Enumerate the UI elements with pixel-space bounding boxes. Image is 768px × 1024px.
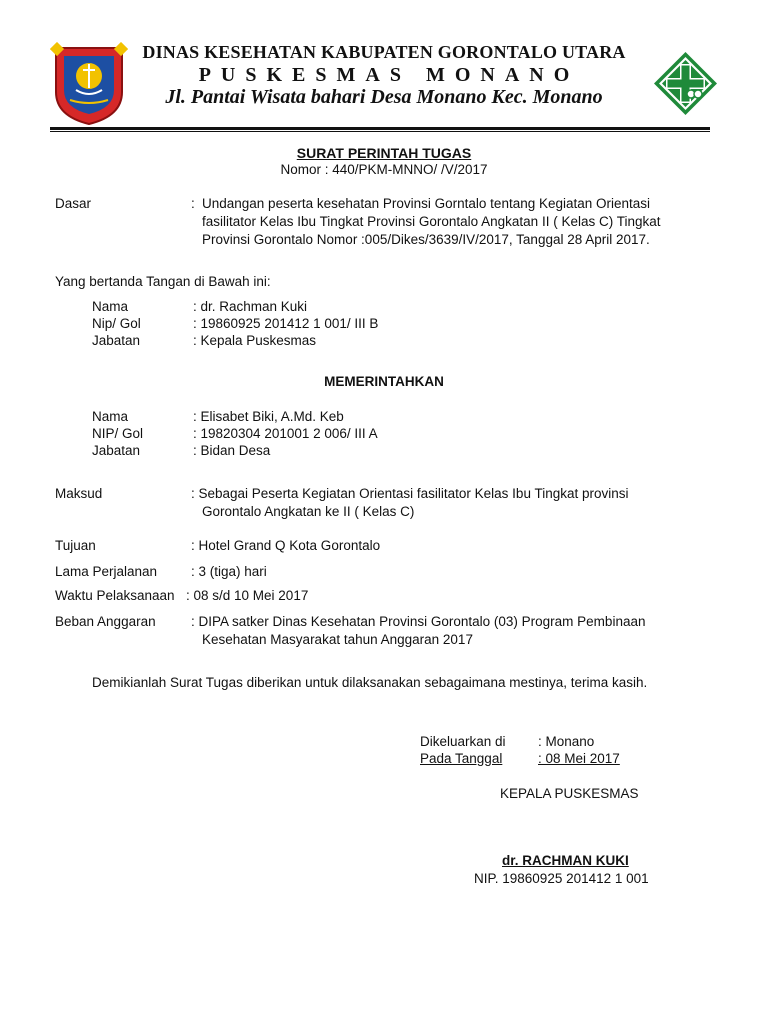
assignee-position-label: Jabatan <box>92 443 141 458</box>
letter-number: Nomor : 440/PKM-MNNO/ /V/2017 <box>280 162 488 177</box>
header-address: Jl. Pantai Wisata bahari Desa Monano Kec. Monano <box>165 86 603 108</box>
header-puskesmas: PUSKESMAS MONANO <box>198 64 580 86</box>
signer-nip-label: Nip/ Gol <box>92 316 141 331</box>
beban-label: Beban Anggaran <box>55 614 156 629</box>
lama-label: Lama Perjalanan <box>55 564 158 579</box>
header-agency: DINAS KESEHATAN KABUPATEN GORONTALO UTARA <box>142 42 626 62</box>
signer-name-value: : dr. Rachman Kuki <box>193 299 308 314</box>
issued-date-label: Pada Tanggal <box>420 751 503 766</box>
maksud-line-1: : Sebagai Peserta Kegiatan Orientasi fasilitator Kelas Ibu Tingkat provinsi <box>191 486 629 501</box>
tujuan-label: Tujuan <box>55 538 96 553</box>
intro-text: Yang bertanda Tangan di Bawah ini: <box>55 274 271 289</box>
signer-nip-value: : 19860925 201412 1 001/ III B <box>193 316 379 331</box>
assignee-name-value: : Elisabet Biki, A.Md. Keb <box>193 409 344 424</box>
beban-line-2: Kesehatan Masyarakat tahun Anggaran 2017 <box>202 632 473 647</box>
issued-place-label: Dikeluarkan di <box>420 734 506 749</box>
signature-name: dr. RACHMAN KUKI <box>502 853 629 868</box>
assignee-name-label: Nama <box>92 409 129 424</box>
assignee-position-value: : Bidan Desa <box>193 443 271 458</box>
waktu-label: Waktu Pelaksanaan <box>55 588 175 603</box>
issued-date-value: : 08 Mei 2017 <box>538 751 620 766</box>
maksud-line-2: Gorontalo Angkatan ke II ( Kelas C) <box>202 504 415 519</box>
beban-line-1: : DIPA satker Dinas Kesehatan Provinsi Gorontalo (03) Program Pembinaan <box>191 614 646 629</box>
signature-nip: NIP. 19860925 201412 1 001 <box>474 871 649 886</box>
assignee-nip-value: : 19820304 201001 2 006/ III A <box>193 426 378 441</box>
waktu-value: : 08 s/d 10 Mei 2017 <box>186 588 309 603</box>
signer-position-value: : Kepala Puskesmas <box>193 333 317 348</box>
dasar-line-2: fasilitator Kelas Ibu Tingkat Provinsi Gorontalo Angkatan II ( Kelas C) Tingkat <box>202 214 661 229</box>
signature-position: KEPALA PUSKESMAS <box>500 786 639 801</box>
dasar-label: Dasar <box>55 196 92 211</box>
dasar-line-3: Provinsi Gorontalo Nomor :005/Dikes/3639/IV/2017, Tanggal 28 April 2017. <box>202 232 650 247</box>
lama-value: : 3 (tiga) hari <box>191 564 267 579</box>
assignee-nip-label: NIP/ Gol <box>92 426 144 441</box>
header-rule-thin <box>50 131 710 132</box>
signer-position-label: Jabatan <box>92 333 141 348</box>
tujuan-value: : Hotel Grand Q Kota Gorontalo <box>191 538 381 553</box>
header-rule-thick <box>50 127 710 130</box>
command-heading: MEMERINTAHKAN <box>324 374 444 389</box>
letter-title: SURAT PERINTAH TUGAS <box>296 145 472 161</box>
dasar-line-1: Undangan peserta kesehatan Provinsi Gorntalo tentang Kegiatan Orientasi <box>202 196 651 211</box>
closing-text: Demikianlah Surat Tugas diberikan untuk dilaksanakan sebagaimana mestinya, terima kasih. <box>92 675 648 690</box>
signer-name-label: Nama <box>92 299 129 314</box>
issued-place-value: : Monano <box>538 734 595 749</box>
maksud-label: Maksud <box>55 486 103 501</box>
dasar-colon: : <box>191 196 195 211</box>
